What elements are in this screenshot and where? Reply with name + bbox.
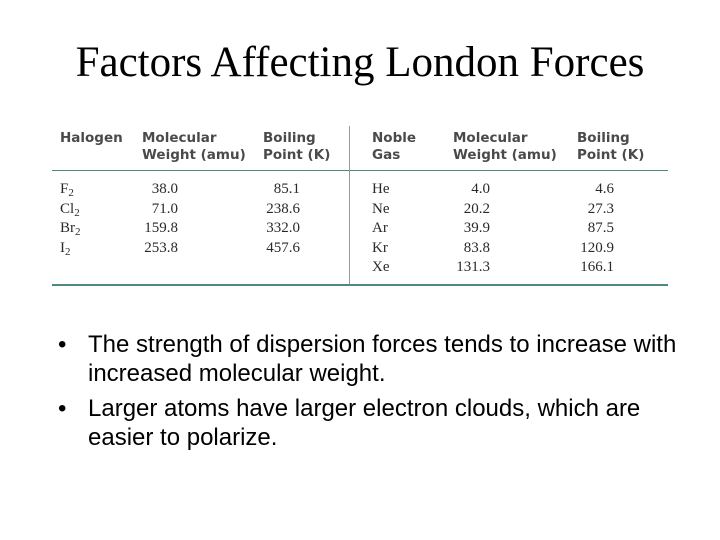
table-cell: $I_2$	[60, 239, 71, 258]
header-noble-gas: Noble Gas	[372, 130, 417, 163]
header-noble-molecular-weight: Molecular Weight (amu)	[453, 130, 557, 163]
bullet-item	[58, 330, 678, 388]
table-cell: Kr	[372, 239, 388, 256]
halogen-boiling-point-column	[258, 180, 300, 258]
table-cell: 4.6	[595, 181, 614, 197]
noble-gas-symbol-column	[372, 180, 390, 278]
bullet-item	[58, 394, 678, 452]
boiling-point-table	[52, 126, 668, 286]
table-cell: 83.8	[463, 239, 490, 256]
slide-title: Factors Affecting London Forces	[75, 39, 645, 86]
table-cell: 159.8	[144, 220, 178, 236]
table-bottom-rule	[52, 284, 668, 286]
bullet-marker: •	[58, 331, 67, 358]
table-cell: $Br_2$	[60, 220, 81, 238]
table-cell: $Cl_2$	[60, 200, 80, 219]
header-halogen: Halogen	[60, 130, 123, 146]
table-cell: Xe	[372, 259, 390, 275]
table-cell: 166.1	[580, 259, 614, 275]
table-cell: 4.0	[471, 181, 490, 197]
table-cell: 457.6	[266, 239, 300, 256]
header-halogen-molecular-weight: Molecular Weight (amu)	[142, 130, 246, 163]
table-cell: 20.2	[463, 200, 490, 217]
table-cell: Ne	[372, 200, 390, 217]
table-cell: 38.0	[151, 181, 178, 197]
noble-gas-boiling-point-column	[572, 180, 614, 278]
halogen-molecular-weight-column	[138, 180, 178, 258]
table-cell: 238.6	[266, 200, 300, 217]
bullet-text: The strength of dispersion forces tends to increase with increased molecular weight.	[88, 331, 677, 387]
table-cell: 332.0	[266, 220, 300, 236]
table-cell: $F_2$	[60, 181, 74, 199]
table-cell: 39.9	[463, 220, 490, 236]
table-cell: 85.1	[273, 181, 300, 197]
table-column-divider	[349, 126, 350, 284]
table-cell: 253.8	[144, 239, 178, 256]
table-cell: He	[372, 181, 390, 197]
halogen-symbol-column	[60, 180, 81, 258]
table-cell: 27.3	[587, 200, 614, 217]
bullet-list	[58, 330, 678, 458]
bullet-marker: •	[58, 395, 67, 422]
table-header-rule	[52, 170, 668, 171]
table-cell: 131.3	[456, 259, 490, 275]
table-cell: 87.5	[587, 220, 614, 236]
header-noble-boiling-point: Boiling Point (K)	[577, 130, 645, 163]
table-cell: 71.0	[151, 200, 178, 217]
table-cell: 120.9	[580, 239, 614, 256]
noble-gas-molecular-weight-column	[448, 180, 490, 278]
bullet-text: Larger atoms have larger electron clouds, which are easier to polarize.	[88, 395, 641, 451]
table-cell: Ar	[372, 220, 388, 236]
header-halogen-boiling-point: Boiling Point (K)	[263, 130, 331, 163]
